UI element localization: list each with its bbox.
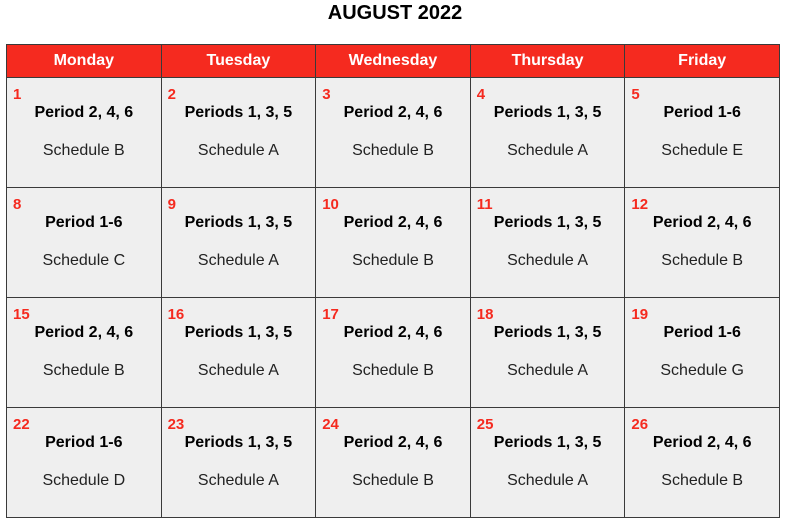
day-number: 16 <box>167 306 185 323</box>
schedule-text: Schedule B <box>661 252 744 269</box>
schedule-text: Schedule B <box>661 472 744 489</box>
day-number: 26 <box>631 416 649 433</box>
weekday-header-wednesday: Wednesday <box>316 45 471 78</box>
day-cell <box>470 408 625 518</box>
period-text: Period 1-6 <box>45 434 123 451</box>
period-text: Period 2, 4, 6 <box>652 434 752 451</box>
day-cell <box>625 408 780 518</box>
weekday-header-monday: Monday <box>7 45 162 78</box>
schedule-text: Schedule A <box>507 362 589 379</box>
day-cell <box>316 298 471 408</box>
day-cell <box>7 188 162 298</box>
weekday-header-row <box>7 45 780 78</box>
schedule-text: Schedule B <box>42 142 125 159</box>
day-cell <box>161 188 316 298</box>
period-text: Periods 1, 3, 5 <box>493 434 602 451</box>
calendar-grid <box>6 44 780 518</box>
day-number: 12 <box>631 196 649 213</box>
period-text: Period 2, 4, 6 <box>652 214 752 231</box>
schedule-text: Schedule B <box>352 472 434 489</box>
day-cell <box>625 298 780 408</box>
day-number: 19 <box>631 306 649 323</box>
period-text: Periods 1, 3, 5 <box>493 214 602 231</box>
week-row <box>7 298 780 408</box>
day-number: 4 <box>476 86 486 103</box>
day-cell <box>7 78 162 188</box>
period-text: Period 2, 4, 6 <box>343 104 443 121</box>
schedule-text: Schedule B <box>352 252 434 269</box>
day-cell <box>316 408 471 518</box>
day-cell <box>161 298 316 408</box>
schedule-text: Schedule B <box>352 362 434 379</box>
schedule-text: Schedule A <box>197 472 279 489</box>
schedule-text: Schedule A <box>197 252 279 269</box>
weekday-header-friday: Friday <box>625 45 780 78</box>
day-number: 17 <box>322 306 339 323</box>
day-number: 8 <box>13 196 22 213</box>
day-number: 11 <box>476 196 493 213</box>
schedule-text: Schedule A <box>507 252 589 269</box>
period-text: Periods 1, 3, 5 <box>184 104 293 121</box>
day-number: 2 <box>167 86 176 103</box>
weekday-header-tuesday: Tuesday <box>161 45 316 78</box>
week-row <box>7 188 780 298</box>
period-text: Periods 1, 3, 5 <box>184 214 293 231</box>
day-cell <box>161 408 316 518</box>
period-text: Period 2, 4, 6 <box>343 214 443 231</box>
day-cell <box>316 78 471 188</box>
period-text: Period 2, 4, 6 <box>34 104 134 121</box>
day-number: 5 <box>631 86 640 103</box>
period-text: Period 2, 4, 6 <box>34 324 134 341</box>
period-text: Periods 1, 3, 5 <box>184 324 293 341</box>
week-row <box>7 78 780 188</box>
schedule-text: Schedule G <box>660 362 744 379</box>
period-text: Period 2, 4, 6 <box>343 434 443 451</box>
calendar-title: AUGUST 2022 <box>327 2 463 24</box>
weekday-header-thursday: Thursday <box>470 45 625 78</box>
period-text: Periods 1, 3, 5 <box>184 434 293 451</box>
day-number: 15 <box>13 306 30 323</box>
schedule-text: Schedule B <box>42 362 125 379</box>
day-cell <box>161 78 316 188</box>
schedule-text: Schedule A <box>507 472 589 489</box>
day-number: 3 <box>322 86 331 103</box>
day-cell <box>470 78 625 188</box>
period-text: Periods 1, 3, 5 <box>493 324 602 341</box>
period-text: Period 1-6 <box>663 104 741 121</box>
week-row <box>7 408 780 518</box>
period-text: Period 2, 4, 6 <box>343 324 443 341</box>
day-number: 18 <box>476 306 494 323</box>
period-text: Periods 1, 3, 5 <box>493 104 602 121</box>
day-cell <box>470 298 625 408</box>
day-cell <box>625 188 780 298</box>
day-number: 22 <box>13 416 30 433</box>
schedule-text: Schedule A <box>197 362 279 379</box>
day-cell <box>7 408 162 518</box>
day-number: 10 <box>322 196 339 213</box>
day-number: 1 <box>13 86 22 103</box>
day-cell <box>470 188 625 298</box>
period-text: Period 1-6 <box>663 324 741 341</box>
day-cell <box>625 78 780 188</box>
day-cell <box>316 188 471 298</box>
day-number: 24 <box>322 416 339 433</box>
period-text: Period 1-6 <box>45 214 123 231</box>
schedule-text: Schedule E <box>661 142 744 159</box>
schedule-text: Schedule A <box>197 142 279 159</box>
day-cell <box>7 298 162 408</box>
day-number: 23 <box>167 416 185 433</box>
schedule-text: Schedule C <box>42 252 126 269</box>
schedule-text: Schedule D <box>42 472 126 489</box>
day-number: 25 <box>476 416 494 433</box>
day-number: 9 <box>167 196 176 213</box>
schedule-text: Schedule A <box>507 142 589 159</box>
schedule-text: Schedule B <box>352 142 434 159</box>
